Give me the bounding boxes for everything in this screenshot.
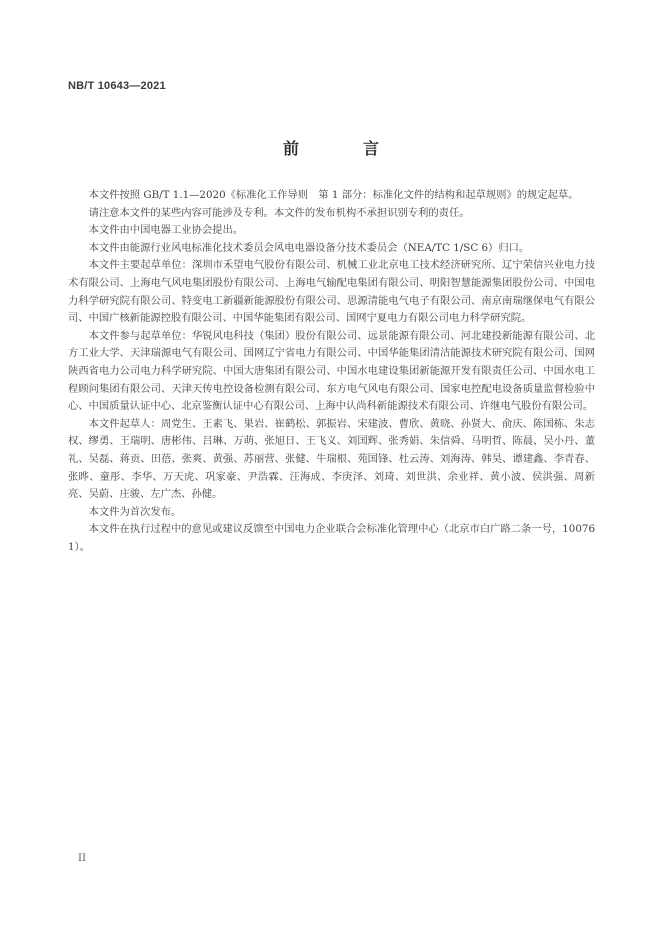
paragraph-patent-notice: 请注意本文件的某些内容可能涉及专利。本文件的发布机构不承担识别专利的责任。 — [88, 206, 470, 219]
paragraph-technical-committee: 本文件由能源行业风电标准化技术委员会风电电器设备分技术委员会（NEA/TC 1/SC 6）归口。 — [88, 241, 530, 254]
page-number: II — [78, 853, 86, 864]
paragraph-first-release: 本文件为首次发布。 — [88, 505, 182, 518]
foreword-body — [68, 187, 595, 556]
paragraph-proposer: 本文件由中国电器工业协会提出。 — [88, 224, 244, 237]
paragraph-feedback: 本文件在执行过程中的意见或建议反馈至中国电力企业联合会标准化管理中心（北京市白广路二条一号，100761）。 — [68, 523, 596, 553]
paragraph-drafting-rules: 本文件按照 GB/T 1.1—2020《标准化工作导则 第 1 部分：标准化文件的结构和起草规则》的规定起草。 — [88, 189, 579, 201]
paragraph-participating-units: 本文件参与起草单位：华锐风电科技（集团）股份有限公司、远景能源有限公司、河北建投新能源有限公司、北方工业大学、天津瑞源电气有限公司、国网辽宁省电力有限公司、中国华能集团清洁能源技术研究院有限公司、国网陕西省电力公司电力科学研究院、中国大唐集团有限公司、中国水电建设集团新能源开发有限责任公司、中国水电工程顾问集团有限公司、天津天传电控设备检测有限公司、东方电气风电有限公司、国家电控配电设备质量监督检验中心、中国质量认证中心、北京鉴衡认证中心有限公司、上海中认尚科新能源技术有限公司、许继电气股份有限公司。 — [68, 329, 595, 413]
page-title: 前 言 — [282, 139, 403, 158]
paragraph-drafters: 本文件起草人：周党生、王素飞、果岩、崔鹤松、郭振岩、宋建波、曹欣、黄晓、孙贤大、俞庆、陈国栋、朱志权、缪勇、王瑞明、唐彬伟、吕琳、万萌、张旭日、王飞义、刘国辉、张秀娟、朱信舜、马明哲、陈晨、吴小丹、董礼、吴磊、蒋贡、田蓓、张爽、黄强、苏丽营、张健、牛瑞根、苑国锋、杜云涛、刘海涛、韩昊、谭建鑫、李青春、张晔、童彤、李华、万天虎、巩家豪、尹浩霖、汪海成、李庚泽、刘琦、刘世洪、余业祥、黄小波、侯洪强、周新亮、吴蔚、庄骏、左广杰、孙健。 — [68, 417, 595, 501]
document-code: NB/T 10643—2021 — [68, 80, 166, 92]
paragraph-main-drafting-units: 本文件主要起草单位：深圳市禾望电气股份有限公司、机械工业北京电工技术经济研究所、辽宁荣信兴业电力技术有限公司、上海电气风电集团股份有限公司、上海电气输配电集团有限公司、明阳智慧能源集团股份公司、中国电力科学研究院有限公司、特变电工新疆新能源股份有限公司、思源清能电气电子有限公司、南京南瑞继保电气有限公司、中国广核新能源控股有限公司、中国华能集团有限公司、国网宁夏电力有限公司电力科学研究院。 — [68, 259, 595, 325]
